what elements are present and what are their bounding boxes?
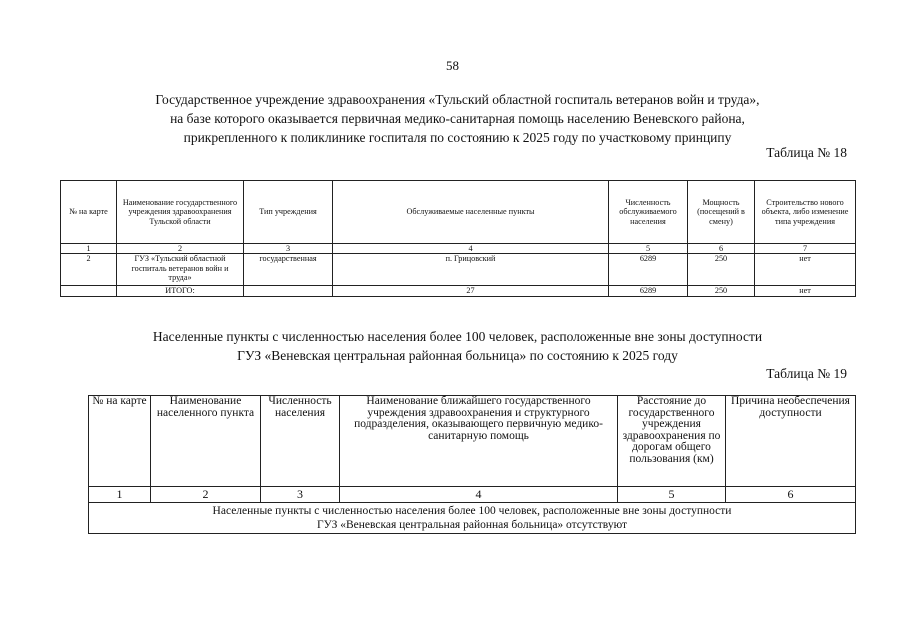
table-19 [88, 395, 856, 534]
column-number-row [61, 244, 856, 254]
table-cell: нет [755, 254, 856, 286]
total-cell: 6289 [609, 286, 688, 297]
column-number: 3 [244, 244, 333, 254]
heading-line: Государственное учреждение здравоохранения «Тульский областной госпиталь ветеранов войн и труда», [155, 92, 760, 107]
table-cell [61, 286, 117, 297]
table18-label: Таблица № 18 [766, 145, 847, 160]
heading-line: Населенные пункты с численностью населения более 100 человек, расположенные вне зоны доступности [152, 329, 763, 344]
table-18 [60, 180, 856, 297]
column-number-row [89, 487, 856, 503]
header-cell: Численность обслуживаемого населения [609, 181, 688, 244]
header-cell: № на карте [89, 396, 151, 487]
column-number: 6 [726, 487, 856, 503]
table-header-row [61, 181, 856, 244]
table-header-row [89, 396, 856, 487]
header-cell: Наименование населенного пункта [151, 396, 261, 487]
table-cell: ГУЗ «Тульский областной госпиталь ветеранов войн и труда» [117, 254, 244, 286]
header-cell: Наименование государственного учреждения здравоохранения Тульской области [117, 181, 244, 244]
column-number: 4 [340, 487, 618, 503]
header-cell: Мощность (посещений в смену) [688, 181, 755, 244]
column-number: 7 [755, 244, 856, 254]
header-cell: Причина необеспечения доступности [726, 396, 856, 487]
total-cell: 250 [688, 286, 755, 297]
page-number: 58 [446, 58, 459, 73]
table-row [61, 254, 856, 286]
header-cell: Тип учреждения [244, 181, 333, 244]
column-number: 4 [333, 244, 609, 254]
header-cell: Численность населения [261, 396, 340, 487]
table18-heading [60, 90, 855, 147]
header-cell: Обслуживаемые населенные пункты [333, 181, 609, 244]
table-cell: п. Грицовский [333, 254, 609, 286]
message-line: ГУЗ «Веневская центральная районная больница» отсутствуют [316, 519, 628, 531]
table-cell [244, 286, 333, 297]
total-cell: нет [755, 286, 856, 297]
heading-line: ГУЗ «Веневская центральная районная больница» по состоянию к 2025 году [237, 348, 678, 363]
table-cell: государственная [244, 254, 333, 286]
no-data-message [89, 503, 856, 534]
column-number: 2 [117, 244, 244, 254]
total-label: ИТОГО: [117, 286, 244, 297]
column-number: 5 [618, 487, 726, 503]
column-number: 6 [688, 244, 755, 254]
column-number: 2 [151, 487, 261, 503]
header-cell: Наименование ближайшего государственного учреждения здравоохранения и структурного подразделения, оказывающего первичную медико-санитарную помощь [340, 396, 618, 487]
header-cell: № на карте [61, 181, 117, 244]
no-data-row [89, 503, 856, 534]
table-cell: 250 [688, 254, 755, 286]
total-row [61, 286, 856, 297]
heading-line: прикрепленного к поликлинике госпиталя по состоянию к 2025 году по участковому принципу [183, 130, 732, 145]
table19-heading [60, 327, 855, 365]
heading-line: на базе которого оказывается первичная медико-санитарная помощь населению Веневского района, [170, 111, 745, 126]
message-line: Населенные пункты с численностью населения более 100 человек, расположенные вне зоны доступности [212, 505, 732, 517]
total-cell: 27 [333, 286, 609, 297]
table-cell: 6289 [609, 254, 688, 286]
table-cell: 2 [61, 254, 117, 286]
header-cell: Строительство нового объекта, либо изменение типа учреждения [755, 181, 856, 244]
header-cell: Расстояние до государственного учреждения здравоохранения по дорогам общего пользования (км) [618, 396, 726, 487]
column-number: 1 [89, 487, 151, 503]
table19-label: Таблица № 19 [766, 366, 847, 381]
column-number: 1 [61, 244, 117, 254]
column-number: 5 [609, 244, 688, 254]
column-number: 3 [261, 487, 340, 503]
